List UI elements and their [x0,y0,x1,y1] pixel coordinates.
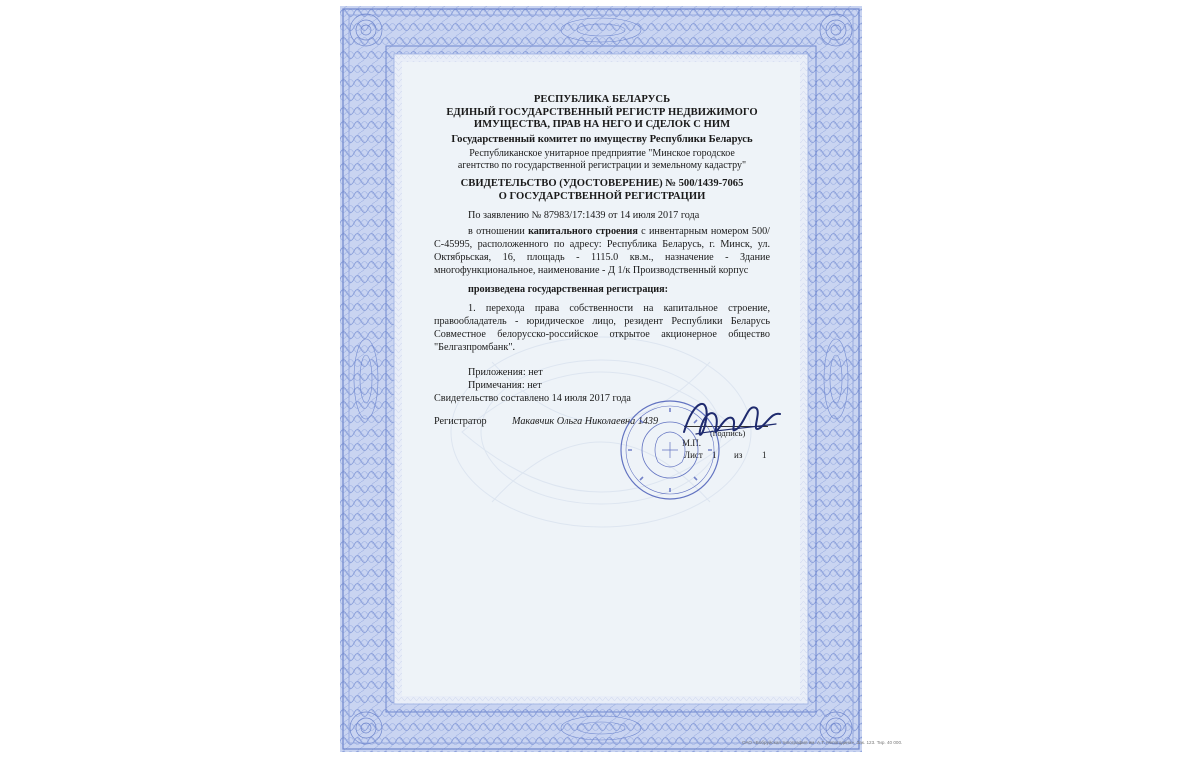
registration-done: произведена государственная регистрация: [468,284,669,295]
sheet-label: Лист [684,450,703,460]
object-type: капитального строения [528,226,638,237]
certificate-sheet [340,6,903,752]
sheet-of-label: из [734,450,743,460]
application-line: По заявлению № 87983/17:1439 от 14 июля 2017 года [468,210,700,221]
attachments-line: Приложения: нет [468,367,543,378]
notes-line: Примечания: нет [468,380,542,391]
object-details: с инвентарным номером 500/С-45995, расположенного по адресу: Республика Беларусь, г. Минск, ул. Октябрьская, 16, площадь - 1115.0 кв.м., назначение - Здание многофункциональное, наименование - Д 1/к Производственный корпус [434,226,770,276]
header-agency-line1: Республиканское унитарное предприятие "Минское городское [469,148,735,159]
registration-item-1: 1. перехода права собственности на капитальное строение, правообладатель - юридическое лицо, резидент Республики Беларусь Совместное белорусско-российское открытое акционерное общество "Белгазпромбанк". [434,303,770,353]
header-committee: Государственный комитет по имуществу Республики Беларусь [451,133,753,145]
header-registry-line1: ЕДИНЫЙ ГОСУДАРСТВЕННЫЙ РЕГИСТР НЕДВИЖИМОГО [446,106,758,118]
sheet-number: 1 [712,450,717,460]
printer-footer: ОАО «Бобруйская типография им. А.Т. Непогодина». Зак. 123. Тир. 40 000. [742,740,903,745]
registrar-label: Регистратор [434,416,487,427]
signature-caption: (подпись) [710,428,746,438]
registrar-name: Макавчик Ольга Николаевна 1439 [512,416,659,427]
object-description [434,225,770,277]
seal-label: М.П. [682,438,702,448]
object-prefix: в отношении [468,226,529,237]
header-agency-line2: агентство по государственной регистрации и земельному кадастру" [457,160,747,171]
compiled-date-line: Свидетельство составлено 14 июля 2017 года [434,393,631,404]
handwritten-signature [676,394,786,452]
sheet-total: 1 [762,450,767,460]
certificate-title-line2: О ГОСУДАРСТВЕННОЙ РЕГИСТРАЦИИ [498,190,706,202]
header-registry-line2: ИМУЩЕСТВА, ПРАВ НА НЕГО И СДЕЛОК С НИМ [473,119,731,130]
certificate-title-line1: СВИДЕТЕЛЬСТВО (УДОСТОВЕРЕНИЕ) № 500/1439-7065 [460,178,744,189]
header-country: РЕСПУБЛИКА БЕЛАРУСЬ [533,94,671,105]
